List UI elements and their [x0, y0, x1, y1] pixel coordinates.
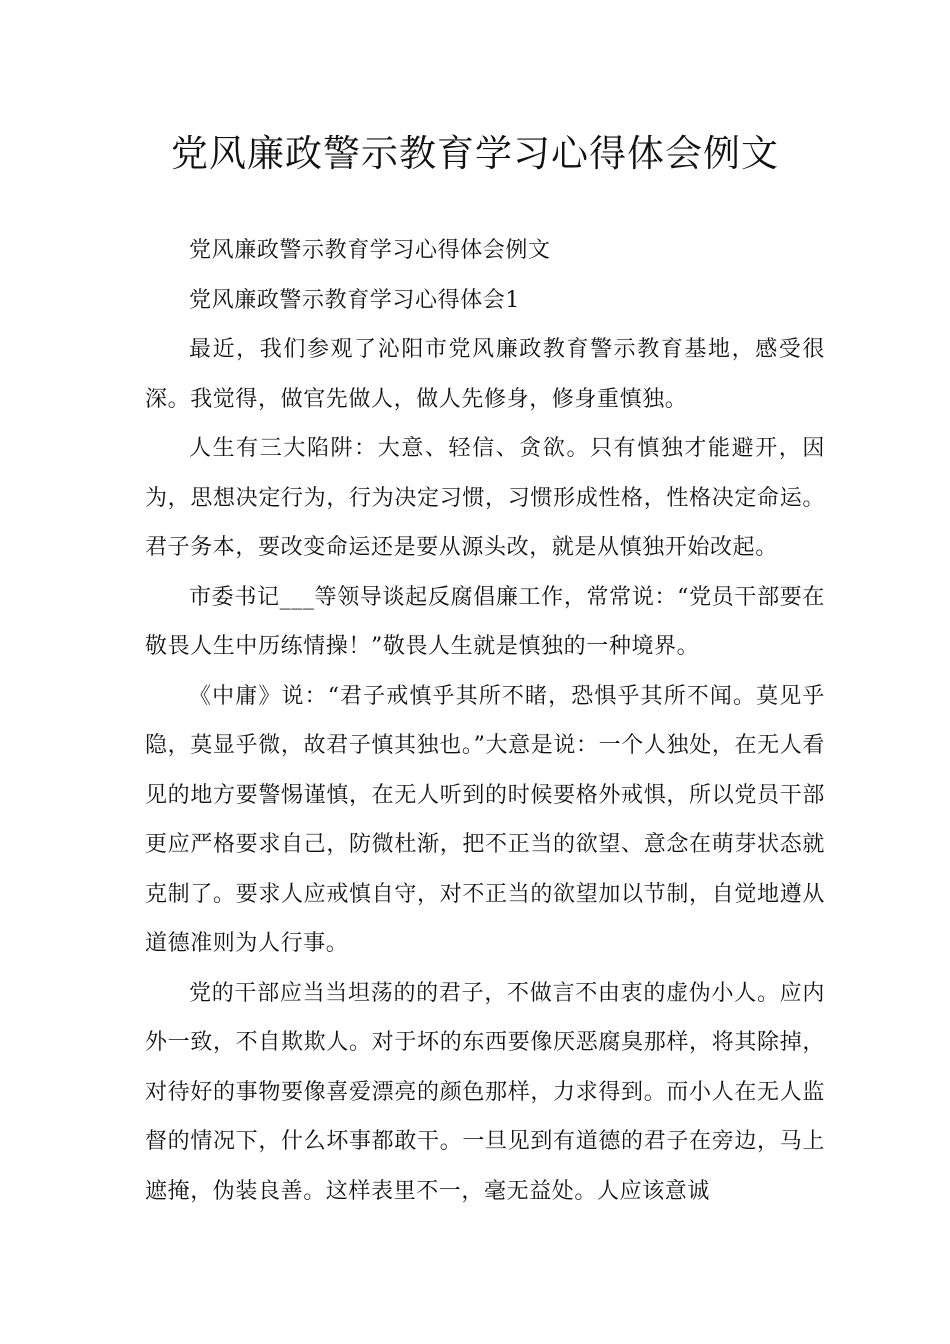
document-body — [145, 226, 825, 1216]
paragraph: 市委书记___等领导谈起反腐倡廉工作，常常说：“党员干部要在敬畏人生中历练情操！”敬畏人生就是慎独的一种境界。 — [145, 584, 825, 659]
document-title: 党风廉政警示教育学习心得体会例文 — [171, 132, 779, 175]
paragraph: 《中庸》说：“君子戒慎乎其所不睹，恐惧乎其所不闻。莫见乎隐，莫显乎微，故君子慎其独也。”大意是说：一个人独处，在无人看见的地方要警惕谨慎，在无人听到的时候要格外戒惧，所以党员干部更应严格要求自己，防微杜渐，把不正当的欲望、意念在萌芽状态就克制了。要求人应戒慎自守，对不正当的欲望加以节制，自觉地遵从道德准则为人行事。 — [145, 683, 825, 956]
paragraph: 人生有三大陷阱：大意、轻信、贪欲。只有慎独才能避开，因为，思想决定行为，行为决定习惯，习惯形成性格，性格决定命运。君子务本，要改变命运还是要从源头改，就是从慎独开始改起。 — [145, 436, 825, 560]
paragraph: 最近，我们参观了沁阳市党风廉政教育警示教育基地，感受很深。我觉得，做官先做人，做人先修身，修身重慎独。 — [145, 337, 825, 412]
paragraph: 党的干部应当当坦荡的的君子，不做言不由衷的虚伪小人。应内外一致，不自欺欺人。对于坏的东西要像厌恶腐臭那样，将其除掉，对待好的事物要像喜爱漂亮的颜色那样，力求得到。而小人在无人监督的情况下，什么坏事都敢干。一旦见到有道德的君子在旁边，马上遮掩，伪装良善。这样表里不一，毫无益处。人应该意诚 — [145, 980, 825, 1204]
paragraph-heading-repeat: 党风廉政警示教育学习心得体会例文 — [189, 238, 551, 263]
paragraph-section-title: 党风廉政警示教育学习心得体会1 — [189, 287, 520, 313]
